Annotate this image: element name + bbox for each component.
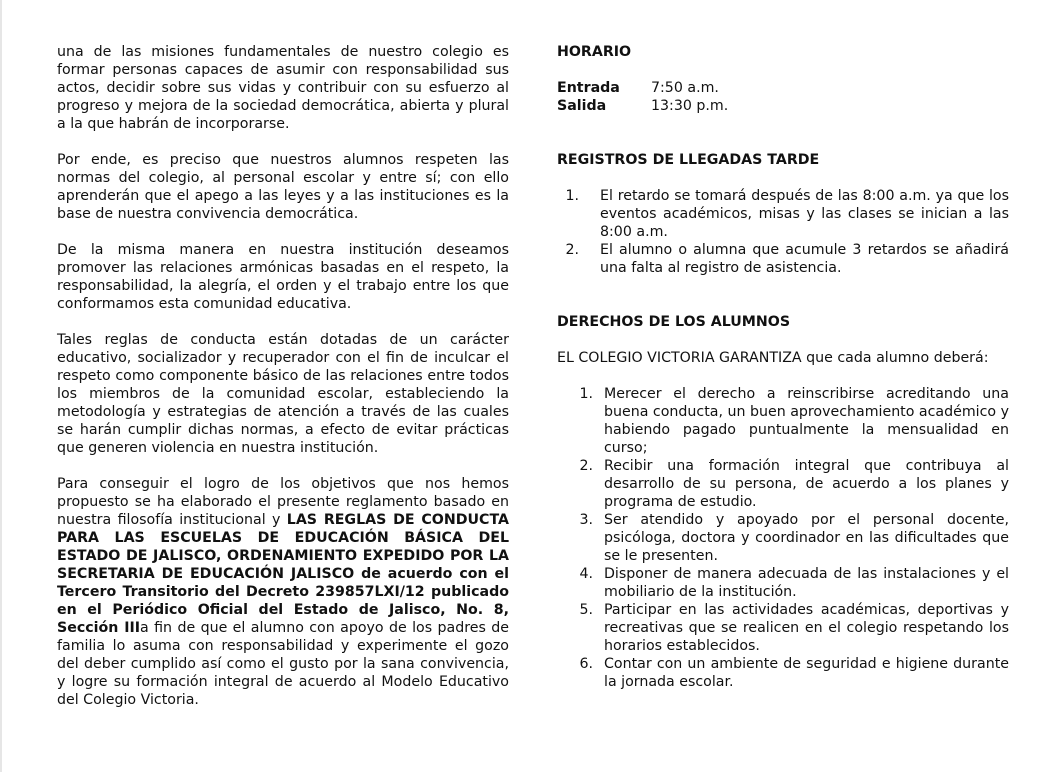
list-item	[557, 601, 1009, 655]
schedule-label: Salida	[557, 98, 607, 114]
schedule-row	[557, 79, 1009, 97]
rights-list	[557, 385, 1009, 691]
page-edge	[0, 0, 2, 772]
paragraph-harmony: De la misma manera en nuestra institución deseamos promover las relaciones armónicas basadas en el respeto, la responsabilidad, la alegría, el orden y el trabajo entre los que conformamos esta comunidad educativa.	[57, 242, 509, 312]
paragraph-respect: Por ende, es preciso que nuestros alumnos respeten las normas del colegio, al personal escolar y entre sí; con ello aprenderán que el apego a las leyes y a las instituciones es la base de nuestra convivencia democrática.	[57, 152, 509, 222]
list-item	[557, 511, 1009, 565]
left-column	[57, 43, 509, 709]
schedule-time: 13:30 p.m.	[651, 98, 729, 114]
list-number: 4.	[579, 566, 593, 582]
list-text: El alumno o alumna que acumule 3 retardos se añadirá una falta al registro de asistencia.	[600, 242, 1009, 276]
regulation-intro: Para conseguir el logro de los objetivos que nos hemos propuesto se ha elaborado el presente reglamento basado en nuestra filosofía institucional y	[57, 476, 509, 528]
list-item	[557, 187, 1009, 241]
list-item	[557, 241, 1009, 277]
list-item	[557, 565, 1009, 601]
list-number: 3.	[579, 512, 593, 528]
list-text: Merecer el derecho a reinscribirse acreditando una buena conducta, un buen aprovechamiento académico y habiendo pagado puntualmente la mensualidad en curso;	[604, 386, 1010, 456]
tardies-heading: REGISTROS DE LLEGADAS TARDE	[557, 152, 820, 168]
rights-heading: DERECHOS DE LOS ALUMNOS	[557, 314, 791, 330]
list-item	[557, 385, 1009, 457]
regulation-purpose: a fin de que el alumno con apoyo de los padres de familia lo asuma con responsabilidad y experimente el gozo del deber cumplido así como el gusto por la sana convivencia, y logre su formación integral de acuerdo al Modelo Educativo del Colegio Victoria.	[57, 620, 509, 708]
list-text: Ser atendido y apoyado por el personal docente, psicóloga, doctora y coordinador en las dificultades que se le presenten.	[604, 512, 1009, 564]
list-number: 1.	[565, 188, 579, 204]
list-text: Participar en las actividades académicas, deportivas y recreativas que se realicen en el colegio respetando los horarios establecidos.	[604, 602, 1009, 654]
list-item	[557, 457, 1009, 511]
right-column	[557, 43, 1009, 691]
schedule-label: Entrada	[557, 80, 620, 96]
list-item	[557, 655, 1009, 691]
list-number: 2.	[579, 458, 593, 474]
schedule-heading: HORARIO	[557, 44, 632, 60]
list-number: 2.	[565, 242, 579, 258]
paragraph-mission: una de las misiones fundamentales de nuestro colegio es formar personas capaces de asumir con responsabilidad sus actos, decidir sobre sus vidas y contribuir con su esfuerzo al progreso y mejora de la sociedad democrática, abierta y plural a la que habrán de incorporarse.	[57, 44, 509, 132]
tardies-list	[557, 187, 1009, 277]
list-number: 5.	[579, 602, 593, 618]
schedule-row	[557, 97, 1009, 115]
regulation-reference: LAS REGLAS DE CONDUCTA PARA LAS ESCUELAS DE EDUCACIÓN BÁSICA DEL ESTADO DE JALISCO, ORDENAMIENTO EXPEDIDO POR LA SECRETARIA DE EDUCACIÓN JALISCO de acuerdo con el Tercero Transitorio del Decreto 239857LXI/12 publicado en el Periódico Oficial del Estado de Jalisco, No. 8, Sección III	[57, 512, 510, 636]
schedule-table	[557, 79, 1009, 115]
list-number: 6.	[579, 656, 593, 672]
paragraph-regulation	[57, 475, 509, 709]
paragraph-rules: Tales reglas de conducta están dotadas de un carácter educativo, socializador y recuperador con el fin de inculcar el respeto como componente básico de las relaciones entre todos los miembros de la comunidad escolar, estableciendo la metodología y estrategias de atención a través de las cuales se harán cumplir dichas normas, a efecto de evitar prácticas que generen violencia en nuestra institución.	[57, 332, 509, 456]
list-text: El retardo se tomará después de las 8:00 a.m. ya que los eventos académicos, misas y las clases se inician a las 8:00 a.m.	[600, 188, 1009, 240]
rights-intro: EL COLEGIO VICTORIA GARANTIZA que cada alumno deberá:	[557, 350, 989, 366]
list-text: Contar con un ambiente de seguridad e higiene durante la jornada escolar.	[604, 656, 1009, 690]
schedule-time: 7:50 a.m.	[651, 80, 719, 96]
list-text: Disponer de manera adecuada de las instalaciones y el mobiliario de la institución.	[604, 566, 1009, 600]
list-number: 1.	[579, 386, 593, 402]
list-text: Recibir una formación integral que contribuya al desarrollo de su persona, de acuerdo a los planes y programa de estudio.	[604, 458, 1009, 510]
